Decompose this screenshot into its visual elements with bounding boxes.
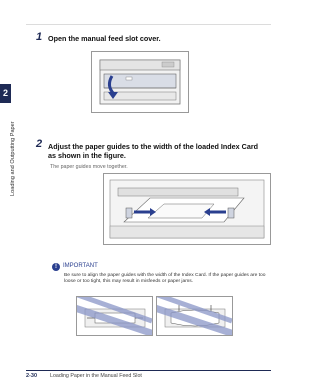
guide-illustration-loose	[77, 297, 152, 335]
step-2-note: The paper guides move together.	[50, 164, 128, 170]
step-2-number: 2	[36, 138, 43, 150]
footer-title: Loading Paper in the Manual Feed Slot	[50, 373, 142, 379]
chapter-side-label	[1, 108, 16, 198]
figure-printer-open-cover	[91, 51, 189, 113]
step-1-text: Open the manual feed slot cover.	[48, 34, 161, 43]
guide-illustration-tight	[157, 297, 232, 335]
chapter-tab	[0, 84, 11, 103]
page-number: 2-30	[26, 373, 38, 379]
figure-guides-too-tight	[156, 296, 233, 336]
step-1-number: 1	[36, 31, 43, 43]
figure-paper-guides	[103, 173, 271, 245]
chapter-label: Loading and Outputting Paper	[10, 121, 16, 196]
step-2-text-line2: as shown in the figure.	[48, 151, 126, 160]
footer-rule	[26, 370, 271, 371]
printer-illustration-1	[92, 52, 188, 112]
chapter-number: 2	[2, 88, 8, 98]
important-text: Be sure to align the paper guides with the width of the Index Card. If the paper guides are too loose or too tight, this may result in misfeeds or paper jams.	[64, 273, 266, 285]
step-2-text-line1: Adjust the paper guides to the width of the loaded Index Card	[48, 142, 259, 151]
top-rule	[26, 24, 271, 25]
figure-guides-too-loose	[76, 296, 153, 336]
printer-illustration-2	[104, 174, 270, 244]
important-label: IMPORTANT	[63, 263, 98, 269]
info-icon: !	[52, 263, 60, 271]
